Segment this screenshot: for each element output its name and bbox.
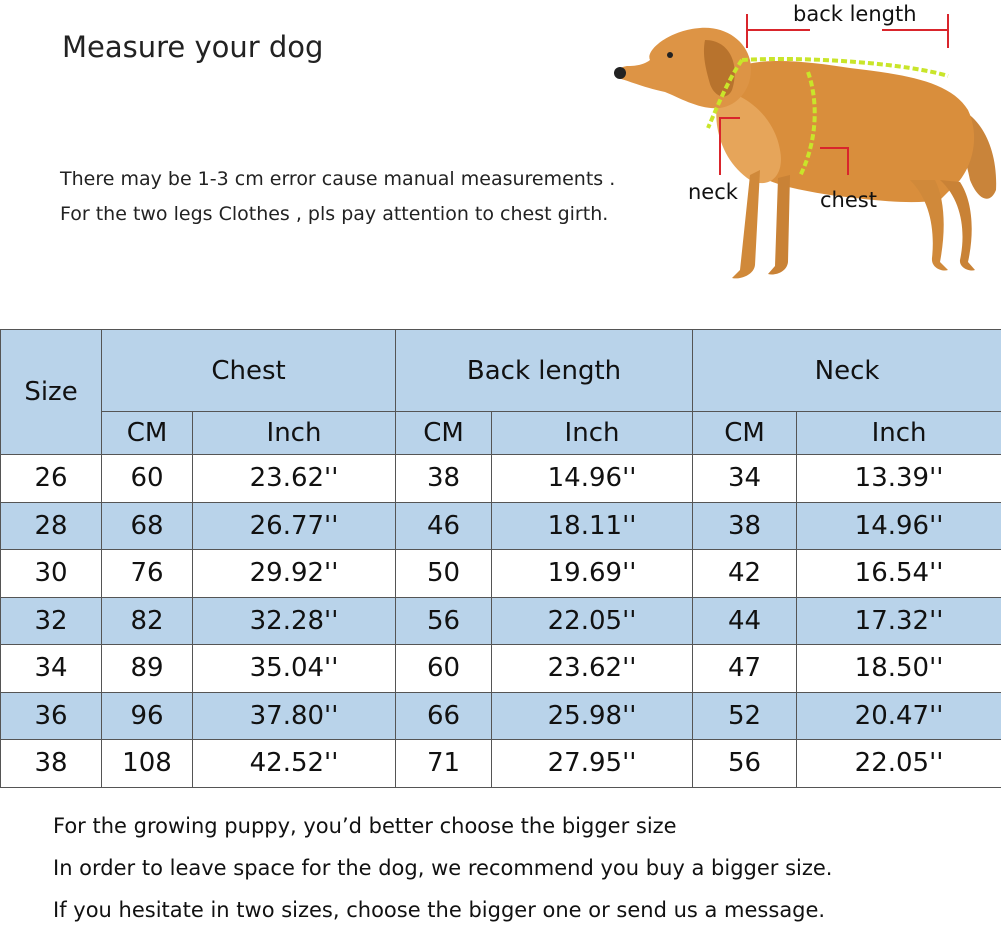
back-cm-cell: 38	[396, 455, 492, 503]
chest-inch-cell: 26.77''	[193, 502, 396, 550]
neck-inch-cell: 17.32''	[797, 597, 1001, 645]
footer-note-space: In order to leave space for the dog, we recommend you buy a bigger size.	[53, 856, 833, 880]
chest-cm-cell: 96	[102, 692, 193, 740]
back-inch-cell: 23.62''	[492, 645, 693, 693]
table-row	[1, 740, 1001, 788]
back-inch-cell: 14.96''	[492, 455, 693, 503]
dog-nose	[614, 67, 626, 79]
size-cell: 32	[1, 597, 102, 645]
chest-cm-cell: 82	[102, 597, 193, 645]
size-cell: 30	[1, 550, 102, 598]
unit-header-inch: Inch	[797, 412, 1001, 455]
back-cm-cell: 46	[396, 502, 492, 550]
back-inch-cell: 18.11''	[492, 502, 693, 550]
back-inch-cell: 25.98''	[492, 692, 693, 740]
unit-header-cm: CM	[102, 412, 193, 455]
neck-inch-cell: 16.54''	[797, 550, 1001, 598]
table-row	[1, 692, 1001, 740]
chest-group-header: Chest	[102, 330, 396, 412]
neck-cm-cell: 56	[693, 740, 797, 788]
table-unit-header	[1, 412, 1001, 455]
page-title: Measure your dog	[62, 30, 324, 64]
size-cell: 34	[1, 645, 102, 693]
table-row	[1, 550, 1001, 598]
back-cm-cell: 50	[396, 550, 492, 598]
table-row	[1, 455, 1001, 503]
chest-cm-cell: 60	[102, 455, 193, 503]
size-cell: 28	[1, 502, 102, 550]
table-row	[1, 502, 1001, 550]
footer-note-hesitate: If you hesitate in two sizes, choose the bigger one or send us a message.	[53, 898, 826, 922]
size-chart-table	[0, 329, 1001, 788]
back-cm-cell: 60	[396, 645, 492, 693]
dog-measurement-diagram	[610, 0, 1001, 300]
back-length-group-header: Back length	[396, 330, 693, 412]
chest-cm-cell: 68	[102, 502, 193, 550]
neck-inch-cell: 22.05''	[797, 740, 1001, 788]
dog-front-leg-right	[768, 175, 790, 275]
neck-cm-cell: 42	[693, 550, 797, 598]
unit-header-cm: CM	[693, 412, 797, 455]
size-column-header: Size	[1, 330, 102, 455]
unit-header-cm: CM	[396, 412, 492, 455]
table-group-header	[1, 330, 1001, 412]
back-cm-cell: 66	[396, 692, 492, 740]
chest-label: chest	[820, 188, 877, 212]
back-cm-cell: 71	[396, 740, 492, 788]
back-cm-cell: 56	[396, 597, 492, 645]
back-inch-cell: 27.95''	[492, 740, 693, 788]
chest-inch-cell: 32.28''	[193, 597, 396, 645]
neck-cm-cell: 47	[693, 645, 797, 693]
chest-cm-cell: 76	[102, 550, 193, 598]
footer-note-growing-puppy: For the growing puppy, you’d better choose the bigger size	[53, 814, 677, 838]
chest-inch-cell: 42.52''	[193, 740, 396, 788]
neck-cm-cell: 38	[693, 502, 797, 550]
unit-header-inch: Inch	[193, 412, 396, 455]
back-length-label: back length	[793, 2, 917, 26]
neck-cm-cell: 44	[693, 597, 797, 645]
size-cell: 38	[1, 740, 102, 788]
neck-group-header: Neck	[693, 330, 1001, 412]
dog-illustration	[610, 0, 1001, 300]
table-row	[1, 645, 1001, 693]
neck-cm-cell: 52	[693, 692, 797, 740]
measurement-note: There may be 1-3 cm error cause manual measurements .	[60, 168, 616, 190]
size-cell: 36	[1, 692, 102, 740]
neck-inch-cell: 13.39''	[797, 455, 1001, 503]
chest-inch-cell: 35.04''	[193, 645, 396, 693]
back-inch-cell: 22.05''	[492, 597, 693, 645]
neck-inch-cell: 20.47''	[797, 692, 1001, 740]
chest-cm-cell: 108	[102, 740, 193, 788]
table-row	[1, 597, 1001, 645]
size-cell: 26	[1, 455, 102, 503]
chest-inch-cell: 37.80''	[193, 692, 396, 740]
chest-inch-cell: 29.92''	[193, 550, 396, 598]
unit-header-inch: Inch	[492, 412, 693, 455]
chest-inch-cell: 23.62''	[193, 455, 396, 503]
dog-eye	[667, 52, 673, 58]
neck-inch-cell: 14.96''	[797, 502, 1001, 550]
neck-inch-cell: 18.50''	[797, 645, 1001, 693]
back-inch-cell: 19.69''	[492, 550, 693, 598]
neck-label: neck	[688, 180, 738, 204]
chest-cm-cell: 89	[102, 645, 193, 693]
neck-cm-cell: 34	[693, 455, 797, 503]
chest-girth-note: For the two legs Clothes , pls pay attention to chest girth.	[60, 203, 609, 225]
